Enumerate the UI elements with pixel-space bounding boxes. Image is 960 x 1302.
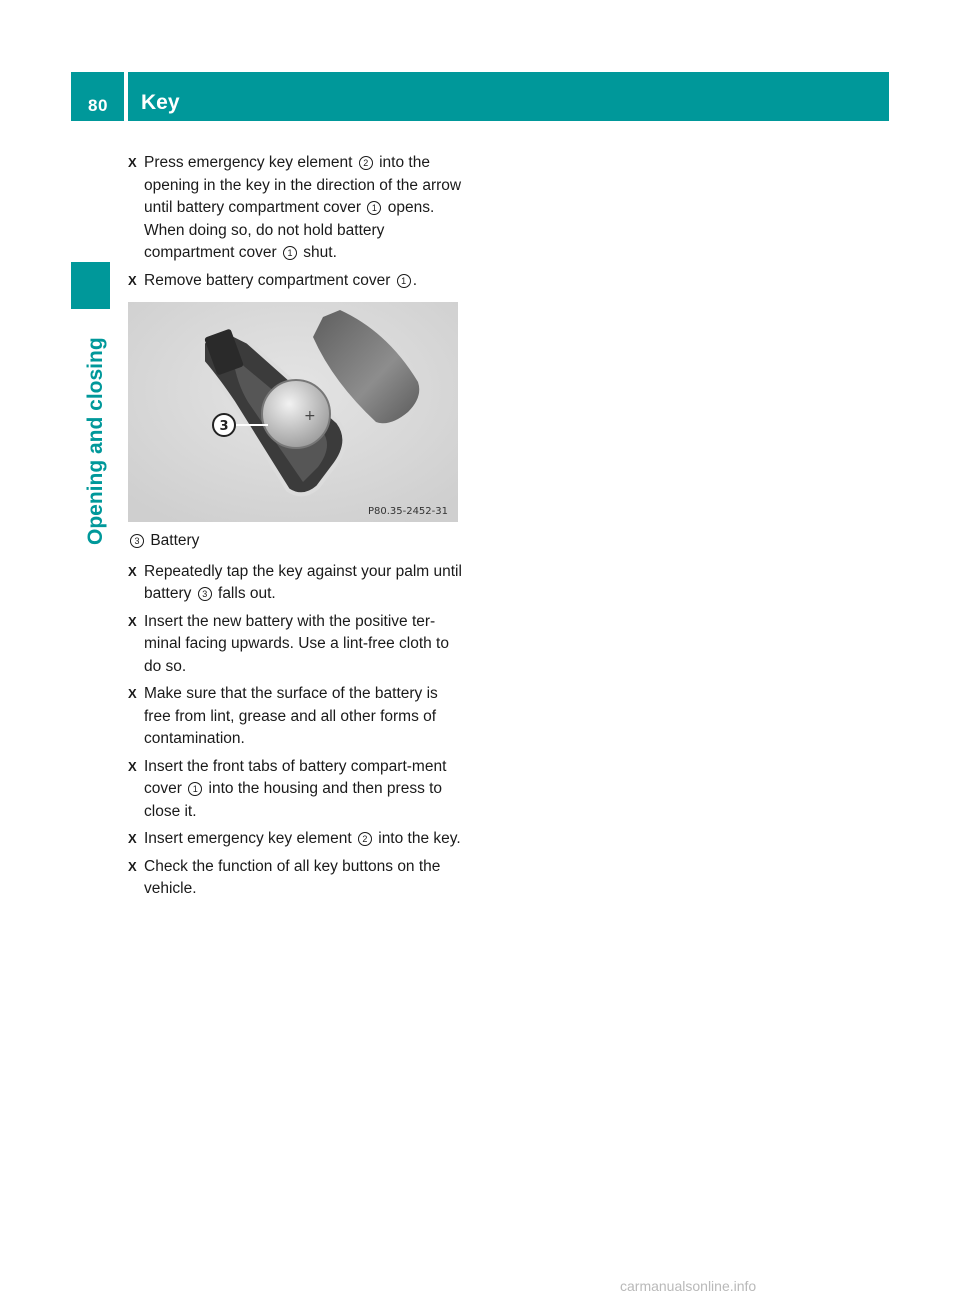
step-text: Remove battery compartment cover (144, 271, 395, 289)
reference-number: 1 (367, 201, 381, 215)
step-text: Insert emergency key element (144, 830, 356, 847)
reference-number: 1 (188, 782, 202, 796)
reference-number: 3 (198, 587, 212, 601)
instruction-step (128, 611, 462, 679)
instruction-list-b (128, 561, 462, 901)
step-arrow-icon: X (128, 686, 137, 701)
step-arrow-icon: X (128, 858, 137, 874)
step-text: Check the function of all key buttons on the vehicle. (144, 857, 441, 897)
instruction-list-a (128, 152, 462, 292)
coin-battery-icon (262, 380, 330, 448)
step-text: Repeatedly tap the key against your palm until battery (144, 562, 462, 602)
step-arrow-icon: X (128, 831, 137, 846)
svg-text:3: 3 (219, 419, 229, 434)
legend-number: 3 (130, 534, 144, 548)
svg-text:P80.35-2452-31: P80.35-2452-31 (367, 506, 448, 517)
reference-number: 2 (359, 156, 373, 170)
instruction-step (128, 756, 462, 824)
key-fob-illustration (128, 302, 458, 522)
instruction-step (128, 683, 462, 751)
step-text: into the key. (373, 830, 461, 847)
sidebar-marker (71, 262, 110, 309)
instruction-step (128, 152, 462, 265)
watermark: carmanualsonline.info (620, 1278, 757, 1294)
step-arrow-icon: X (128, 613, 137, 629)
instruction-step (128, 561, 462, 606)
svg-text:+: + (304, 408, 316, 424)
figure-legend (128, 530, 462, 553)
step-text: opens. When doing so, do not hold battery compartment cover (144, 199, 435, 261)
step-text: shut. (298, 244, 337, 261)
step-text: Make sure that the surface of the battery is free from lint, grease and all other forms of contamination. (144, 685, 438, 747)
step-text: Insert the front tabs of battery compart-ment cover (144, 757, 447, 797)
step-text: . (412, 271, 417, 289)
reference-number: 1 (397, 274, 411, 288)
step-text: into the housing and then press to close it. (144, 780, 443, 820)
key-battery-figure (128, 302, 458, 522)
section-title: Key (141, 91, 180, 114)
main-content (128, 152, 462, 906)
step-text: Insert the new battery with the positive ter-minal facing upwards. Use a lint-free cloth to do so. (144, 612, 449, 675)
legend-label: Battery (150, 532, 200, 549)
chapter-label: Opening and closing (84, 337, 107, 545)
step-text: falls out. (213, 585, 276, 602)
instruction-step (128, 270, 462, 293)
reference-number: 1 (283, 246, 297, 260)
step-arrow-icon: X (128, 563, 137, 579)
step-arrow-icon: X (128, 758, 137, 774)
step-arrow-icon: X (128, 155, 137, 170)
page-number: 80 (88, 96, 108, 115)
step-arrow-icon: X (128, 272, 137, 288)
step-text: Press emergency key element (144, 154, 357, 171)
header-bar (128, 72, 889, 121)
instruction-step (128, 856, 462, 901)
reference-number: 2 (358, 832, 372, 846)
instruction-step (128, 828, 462, 851)
step-text: into the opening in the key in the direction of the arrow until battery compartment cover (144, 154, 462, 216)
